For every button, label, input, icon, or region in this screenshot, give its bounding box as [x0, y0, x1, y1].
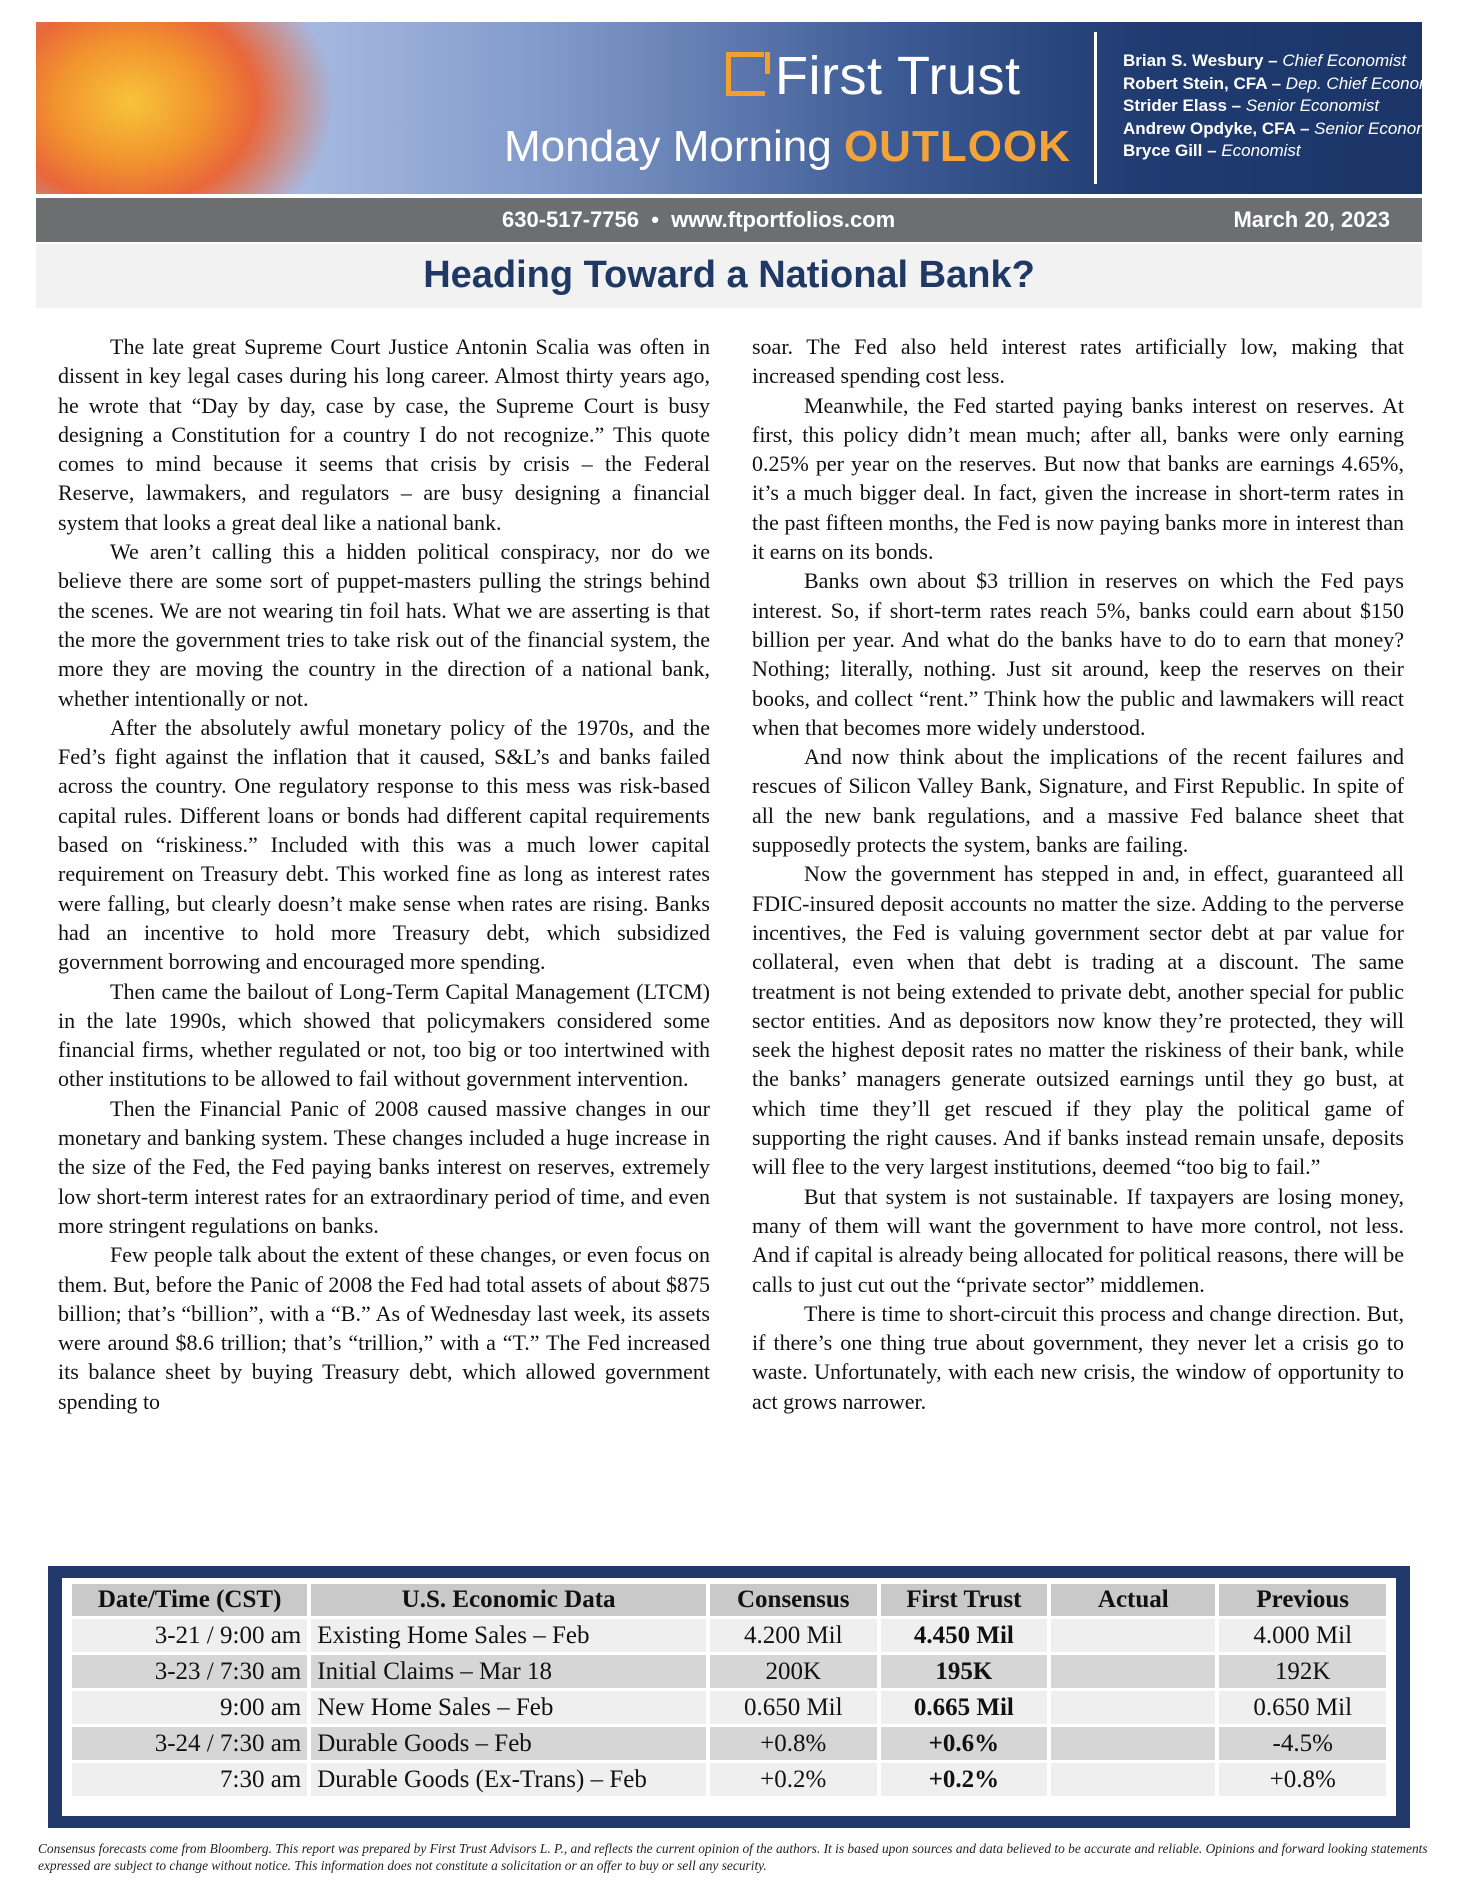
- cell-actual: [1051, 1727, 1215, 1760]
- staff-separator: –: [1266, 73, 1286, 93]
- staff-separator: –: [1226, 96, 1246, 115]
- table-row: [72, 1727, 1386, 1760]
- article-paragraph: Now the government has stepped in and, in effect, guaranteed all FDIC-insured deposit accounts no matter the size. Adding to the perverse incentives, the Fed is valuing government sector debt at par value for collateral, even when that debt is trading at a discount. The same treatment is not being extended to private debt, another special for public sector entities. And as depositors now know they’re protected, they will seek the highest deposit rates no matter the riskiness of their bank, while the banks’ managers generate outsized earnings until they go bust, at which time they’ll get rescued if they play the political game of supporting the right causes. And if banks instead remain unsafe, deposits will flee to the very largest institutions, deemed “too big to fail.”: [752, 861, 1404, 1180]
- cell-consensus: 4.200 Mil: [710, 1619, 877, 1652]
- cell-indicator: Durable Goods – Feb: [311, 1727, 706, 1760]
- column-header: U.S. Economic Data: [311, 1584, 706, 1616]
- publication-name: [504, 122, 1071, 172]
- staff-entry: [1123, 95, 1450, 118]
- cell-date: 3-23 / 7:30 am: [72, 1655, 307, 1688]
- article-title: Heading Toward a National Bank?: [423, 254, 1035, 296]
- cell-consensus: 200K: [710, 1655, 877, 1688]
- column-header: Consensus: [710, 1584, 877, 1616]
- staff-name: Brian S. Wesbury: [1123, 51, 1264, 70]
- table-row: [72, 1691, 1386, 1724]
- cell-first-trust: +0.2%: [881, 1763, 1048, 1796]
- cell-date: 3-24 / 7:30 am: [72, 1727, 307, 1760]
- cell-first-trust: 4.450 Mil: [881, 1619, 1048, 1652]
- cell-previous: 4.000 Mil: [1219, 1619, 1386, 1652]
- article-paragraph: But that system is not sustainable. If taxpayers are losing money, many of them will want the government to have more control, not less. And if capital is already being allocated for political reasons, there will be calls to just cut out the “private sector” middlemen.: [752, 1183, 1404, 1297]
- article-paragraph: There is time to short-circuit this process and change direction. But, if there’s one thing true about government, they never let a crisis go to waste. Unfortunately, with each new crisis, the window of opportunity to act grows narrower.: [752, 1300, 1404, 1414]
- staff-name: Bryce Gill: [1123, 141, 1203, 160]
- cell-previous: 0.650 Mil: [1219, 1691, 1386, 1724]
- economic-data-table: [68, 1581, 1390, 1799]
- publication-prefix: Monday Morning: [504, 122, 844, 171]
- cell-actual: [1051, 1655, 1215, 1688]
- cell-actual: [1051, 1763, 1215, 1796]
- cell-actual: [1051, 1619, 1215, 1652]
- table-header-row: [72, 1584, 1386, 1616]
- staff-name: Andrew Opdyke, CFA: [1123, 118, 1296, 138]
- article-paragraph: We aren’t calling this a hidden political conspiracy, nor do we believe there are some sort of puppet-masters pulling the strings behind the scenes. We are not wearing tin foil hats. What we are asserting is that the more the government tries to take risk out of the financial system, the more they are moving the country in the direction of a national bank, whether intentionally or not.: [58, 539, 710, 711]
- article-column-right: [752, 332, 1404, 1416]
- cell-date: 7:30 am: [72, 1763, 307, 1796]
- staff-role: Senior Economist: [1314, 118, 1448, 138]
- column-header: Date/Time (CST): [72, 1584, 307, 1616]
- article-paragraph-continuation: soar. The Fed also held interest rates artificially low, making that increased spending cost less.: [752, 334, 1404, 389]
- staff-entry: [1123, 118, 1450, 141]
- article-paragraph: The late great Supreme Court Justice Antonin Scalia was often in dissent in key legal cases during his long career. Almost thirty years ago, he wrote that “Day by day, case by case, the Supreme Court is busy designing a Constitution for a country I do not recognize.” This quote comes to mind because it seems that crisis by crisis – the Federal Reserve, lawmakers, and regulators – are busy designing a financial system that looks a great deal like a national bank.: [58, 334, 710, 535]
- cell-previous: 192K: [1219, 1655, 1386, 1688]
- staff-entry: [1123, 50, 1450, 73]
- contact-info: 630-517-7756 • www.ftportfolios.com: [502, 207, 896, 232]
- staff-separator: –: [1202, 141, 1222, 160]
- staff-role: Chief Economist: [1282, 51, 1407, 70]
- brand-logo-icon: [726, 57, 765, 96]
- title-band: [36, 244, 1422, 308]
- staff-entry: [1123, 140, 1450, 163]
- article-paragraph: After the absolutely awful monetary policy of the 1970s, and the Fed’s fight against the inflation that it caused, S&L’s and banks failed across the country. One regulatory response to this mess was risk-based capital rules. Different loans or bonds had different capital requirements based on “riskiness.” Included with this was a much lower capital requirement on Treasury debt. This worked fine as long as interest rates were falling, but clearly doesn’t make sense when rates are rising. Banks had an incentive to hold more Treasury debt, which subsidized government borrowing and encouraged more spending.: [58, 714, 710, 975]
- article-paragraph: Few people talk about the extent of these changes, or even focus on them. But, before the Panic of 2008 the Fed had total assets of about $875 billion; that’s “billion”, with a “B.” As of Wednesday last week, its assets were around $8.6 trillion; that’s “trillion,” with a “T.” The Fed increased its balance sheet by buying Treasury debt, which allowed government spending to: [58, 1242, 710, 1414]
- column-header: Previous: [1219, 1584, 1386, 1616]
- staff-role: Senior Economist: [1245, 96, 1380, 115]
- table-row: [72, 1619, 1386, 1652]
- cell-date: 9:00 am: [72, 1691, 307, 1724]
- cell-indicator: Durable Goods (Ex-Trans) – Feb: [311, 1763, 706, 1796]
- staff-name: Robert Stein, CFA: [1123, 73, 1267, 93]
- contact-bar: [36, 198, 1422, 242]
- cell-indicator: New Home Sales – Feb: [311, 1691, 706, 1724]
- brand-logo: [726, 46, 1021, 106]
- cell-first-trust: 195K: [881, 1655, 1048, 1688]
- header-banner: [36, 22, 1451, 194]
- cell-first-trust: 0.665 Mil: [881, 1691, 1048, 1724]
- cell-date: 3-21 / 9:00 am: [72, 1619, 307, 1652]
- article-paragraph: Then the Financial Panic of 2008 caused massive changes in our monetary and banking system. These changes included a huge increase in the size of the Fed, the Fed paying banks interest on reserves, extremely low short-term interest rates for an extraordinary period of time, and even more stringent regulations on banks.: [58, 1095, 710, 1238]
- cell-first-trust: +0.6%: [881, 1727, 1048, 1760]
- column-header: Actual: [1051, 1584, 1215, 1616]
- staff-separator: –: [1295, 118, 1315, 138]
- cell-consensus: +0.8%: [710, 1727, 877, 1760]
- staff-entry: [1123, 73, 1450, 96]
- article-column-left: [58, 332, 710, 1416]
- staff-separator: –: [1263, 51, 1283, 70]
- staff-list: [1123, 50, 1450, 163]
- banner-divider: [1094, 32, 1097, 184]
- cell-previous: -4.5%: [1219, 1727, 1386, 1760]
- staff-role: Dep. Chief Economist: [1285, 73, 1451, 93]
- staff-name: Strider Elass: [1123, 96, 1227, 115]
- cell-consensus: +0.2%: [710, 1763, 877, 1796]
- table-row: [72, 1655, 1386, 1688]
- article-paragraph: Then came the bailout of Long-Term Capital Management (LTCM) in the late 1990s, which showed that policymakers considered some financial firms, whether regulated or not, too big or too intertwined with other institutions to be allowed to fail without government intervention.: [58, 978, 710, 1092]
- table-row: [72, 1763, 1386, 1796]
- article-paragraph: Meanwhile, the Fed started paying banks interest on reserves. At first, this policy didn’t mean much; after all, banks were only earning 0.25% per year on the reserves. But now that banks are earnings 4.65%, it’s a much bigger deal. In fact, given the increase in short-term rates in the past fifteen months, the Fed is now paying banks more in interest than it earns on its bonds.: [752, 392, 1404, 565]
- column-header: First Trust: [881, 1584, 1048, 1616]
- staff-role: Economist: [1221, 141, 1301, 160]
- economic-data-table-frame: [48, 1566, 1410, 1828]
- cell-actual: [1051, 1691, 1215, 1724]
- disclaimer-footnote: Consensus forecasts come from Bloomberg. This report was prepared by First Trust Advisors L. P., and reflects the current opinion of the authors. It is based upon sources and data believed to be accurate and reliable. Opinions and forward looking statements expressed are subject to change without notice. This information does not constitute a solicitation or an offer to buy or sell any security.: [38, 1841, 1428, 1873]
- publication-accent: OUTLOOK: [843, 122, 1071, 171]
- report-date: March 20, 2023: [1233, 207, 1390, 232]
- cell-previous: +0.8%: [1219, 1763, 1386, 1796]
- economic-data-table-panel: [62, 1578, 1396, 1816]
- cell-indicator: Initial Claims – Mar 18: [311, 1655, 706, 1688]
- article-paragraph: And now think about the implications of the recent failures and rescues of Silicon Valley Bank, Signature, and First Republic. In spite of all the new bank regulations, and a massive Fed balance sheet that supposedly protects the system, banks are failing.: [752, 744, 1404, 858]
- cell-indicator: Existing Home Sales – Feb: [311, 1619, 706, 1652]
- cell-consensus: 0.650 Mil: [710, 1691, 877, 1724]
- article-paragraph: Banks own about $3 trillion in reserves on which the Fed pays interest. So, if short-term rates reach 5%, banks could earn about $150 billion per year. And what do the banks have to do to earn that money? Nothing; literally, nothing. Just sit around, keep the reserves on their books, and collect “rent.” Think how the public and lawmakers will react when that becomes more widely understood.: [752, 568, 1404, 740]
- brand-name: First Trust: [775, 46, 1021, 106]
